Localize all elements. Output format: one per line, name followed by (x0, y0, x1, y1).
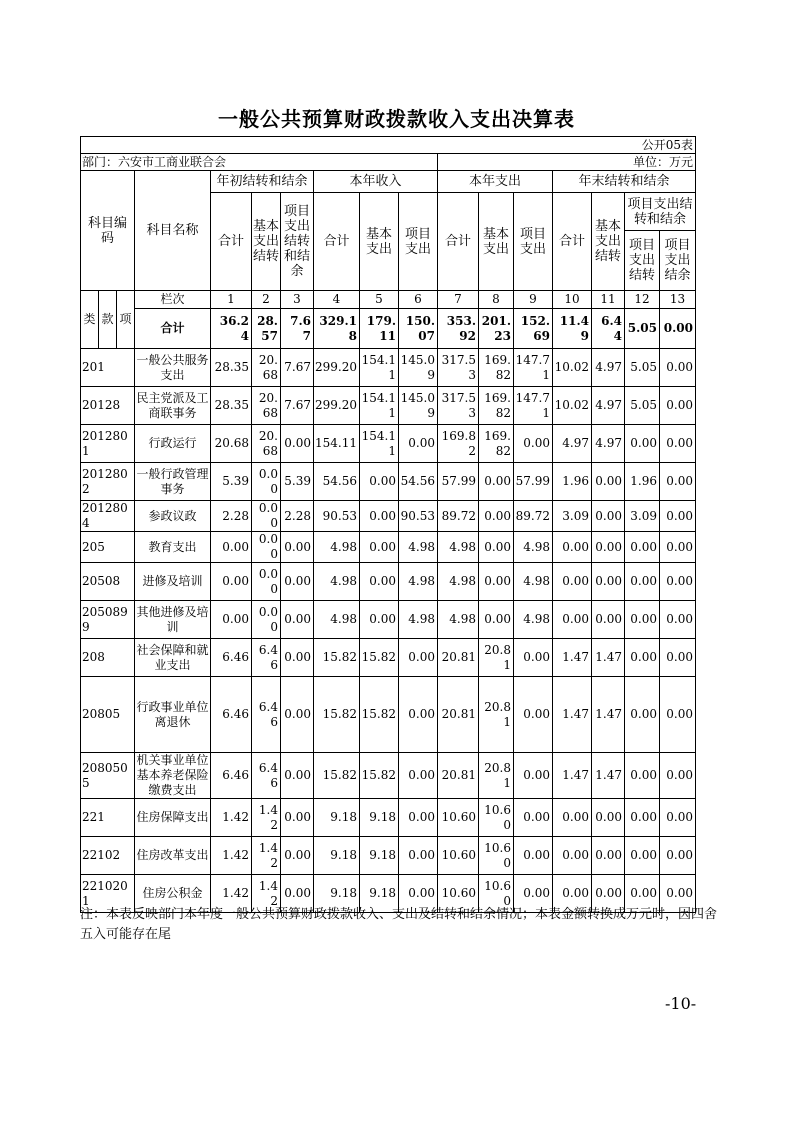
row-name: 住房改革支出 (135, 837, 211, 875)
table-row (81, 563, 696, 601)
row-value: 0.00 (514, 677, 553, 753)
row-value: 0.00 (553, 837, 592, 875)
row-value: 6.46 (252, 753, 281, 799)
row-value: 57.99 (514, 463, 553, 501)
row-value: 20.68 (252, 387, 281, 425)
table-row (81, 387, 696, 425)
header-begin-project: 项目支出结转和结余 (281, 193, 314, 291)
column-number: 3 (281, 291, 314, 309)
row-value: 1.47 (592, 639, 625, 677)
row-value: 0.00 (360, 563, 399, 601)
row-value: 2.28 (281, 501, 314, 532)
row-value: 0.00 (211, 601, 252, 639)
total-value: 329.18 (314, 309, 360, 349)
row-value: 4.97 (592, 387, 625, 425)
row-code: 2012802 (81, 463, 135, 501)
row-value: 89.72 (514, 501, 553, 532)
row-value: 0.00 (399, 639, 438, 677)
row-value: 0.00 (399, 837, 438, 875)
row-value: 1.42 (252, 837, 281, 875)
table-row (81, 753, 696, 799)
row-code: 205 (81, 532, 135, 563)
total-value: 7.67 (281, 309, 314, 349)
row-value: 154.11 (360, 387, 399, 425)
row-value: 4.98 (399, 601, 438, 639)
row-value: 0.00 (252, 563, 281, 601)
total-value: 179.11 (360, 309, 399, 349)
row-value: 15.82 (360, 639, 399, 677)
row-value: 0.00 (399, 425, 438, 463)
header-code: 科目编码 (81, 171, 135, 291)
row-value: 0.00 (281, 563, 314, 601)
row-value: 0.00 (360, 601, 399, 639)
row-code: 20128 (81, 387, 135, 425)
row-value: 1.42 (211, 837, 252, 875)
row-value: 5.39 (281, 463, 314, 501)
total-value: 5.05 (625, 309, 660, 349)
header-income-basic: 基本支出 (360, 193, 399, 291)
header-expense-project: 项目支出 (514, 193, 553, 291)
header-income-project: 项目支出 (399, 193, 438, 291)
row-value: 0.00 (660, 601, 696, 639)
row-value: 5.39 (211, 463, 252, 501)
row-value: 0.00 (660, 677, 696, 753)
row-value: 90.53 (399, 501, 438, 532)
row-value: 4.97 (592, 425, 625, 463)
row-value: 0.00 (625, 875, 660, 913)
row-value: 145.09 (399, 387, 438, 425)
row-value: 0.00 (281, 875, 314, 913)
row-name: 住房保障支出 (135, 799, 211, 837)
row-value: 0.00 (514, 753, 553, 799)
column-number: 5 (360, 291, 399, 309)
header-end: 年末结转和结余 (553, 171, 696, 193)
row-value: 0.00 (592, 601, 625, 639)
row-value: 0.00 (399, 677, 438, 753)
row-value: 7.67 (281, 349, 314, 387)
row-value: 0.00 (592, 875, 625, 913)
row-value: 0.00 (660, 639, 696, 677)
row-value: 0.00 (625, 532, 660, 563)
row-value: 0.00 (281, 639, 314, 677)
row-value: 317.53 (438, 349, 479, 387)
row-value: 0.00 (360, 463, 399, 501)
row-value: 10.60 (479, 837, 514, 875)
table-row (81, 532, 696, 563)
row-value: 317.53 (438, 387, 479, 425)
header-begin: 年初结转和结余 (211, 171, 314, 193)
row-value: 4.98 (514, 601, 553, 639)
row-value: 0.00 (514, 799, 553, 837)
column-number: 11 (592, 291, 625, 309)
row-value: 1.42 (252, 799, 281, 837)
row-value: 20.81 (438, 639, 479, 677)
row-value: 6.46 (211, 639, 252, 677)
total-value: 11.49 (553, 309, 592, 349)
row-value: 0.00 (660, 563, 696, 601)
table-row (81, 501, 696, 532)
row-value: 4.97 (553, 425, 592, 463)
row-code: 2012801 (81, 425, 135, 463)
row-name: 其他进修及培训 (135, 601, 211, 639)
row-value: 0.00 (625, 563, 660, 601)
row-value: 0.00 (553, 601, 592, 639)
row-value: 1.47 (553, 639, 592, 677)
row-value: 1.47 (553, 753, 592, 799)
header-name: 科目名称 (135, 171, 211, 291)
table-row (81, 639, 696, 677)
row-name: 住房公积金 (135, 875, 211, 913)
row-name: 一般公共服务支出 (135, 349, 211, 387)
header-expense-basic: 基本支出 (479, 193, 514, 291)
table-row (81, 463, 696, 501)
table-row (81, 425, 696, 463)
row-code: 22102 (81, 837, 135, 875)
row-value: 0.00 (553, 563, 592, 601)
row-name: 教育支出 (135, 532, 211, 563)
row-value: 0.00 (592, 563, 625, 601)
row-value: 0.00 (625, 837, 660, 875)
row-value: 0.00 (553, 875, 592, 913)
row-value: 20.68 (211, 425, 252, 463)
row-value: 0.00 (281, 601, 314, 639)
row-value: 0.00 (252, 501, 281, 532)
row-value: 2.28 (211, 501, 252, 532)
row-name: 社会保障和就业支出 (135, 639, 211, 677)
row-value: 4.98 (399, 563, 438, 601)
column-number: 12 (625, 291, 660, 309)
row-value: 147.71 (514, 387, 553, 425)
header-end-project-surplus: 项目支出结余 (660, 231, 696, 291)
total-value: 6.44 (592, 309, 625, 349)
column-number: 13 (660, 291, 696, 309)
row-value: 28.35 (211, 387, 252, 425)
row-name: 参政议政 (135, 501, 211, 532)
row-value: 15.82 (314, 753, 360, 799)
row-value: 90.53 (314, 501, 360, 532)
column-number: 1 (211, 291, 252, 309)
row-value: 0.00 (592, 799, 625, 837)
row-value: 1.42 (211, 875, 252, 913)
row-value: 15.82 (360, 677, 399, 753)
row-code: 2080505 (81, 753, 135, 799)
header-kuan: 款 (99, 291, 117, 349)
row-value: 9.18 (360, 875, 399, 913)
row-value: 0.00 (479, 501, 514, 532)
row-value: 10.02 (553, 387, 592, 425)
row-value: 0.00 (514, 875, 553, 913)
budget-table (80, 136, 696, 913)
row-value: 3.09 (553, 501, 592, 532)
row-value: 6.46 (211, 753, 252, 799)
row-value: 20.68 (252, 349, 281, 387)
row-value: 0.00 (660, 463, 696, 501)
row-value: 0.00 (592, 837, 625, 875)
column-number: 6 (399, 291, 438, 309)
row-value: 10.60 (438, 875, 479, 913)
row-value: 299.20 (314, 387, 360, 425)
header-end-total: 合计 (553, 193, 592, 291)
row-value: 299.20 (314, 349, 360, 387)
row-value: 0.00 (281, 532, 314, 563)
row-value: 0.00 (625, 639, 660, 677)
row-value: 1.47 (592, 753, 625, 799)
table-row (81, 799, 696, 837)
row-value: 0.00 (625, 677, 660, 753)
header-end-project-carry: 项目支出结转 (625, 231, 660, 291)
table-row (81, 349, 696, 387)
column-number: 4 (314, 291, 360, 309)
row-value: 0.00 (252, 463, 281, 501)
footnote: 注：本表反映部门本年度一般公共预算财政拨款收入、支出及结转和结余情况；本表金额转换成万元时，因四舍五入可能存在尾 (80, 907, 718, 942)
row-value: 0.00 (625, 753, 660, 799)
row-value: 7.67 (281, 387, 314, 425)
row-value: 169.82 (479, 425, 514, 463)
row-value: 0.00 (514, 425, 553, 463)
row-value: 0.00 (399, 875, 438, 913)
row-value: 154.11 (360, 425, 399, 463)
header-begin-basic: 基本支出结转 (252, 193, 281, 291)
row-value: 10.60 (479, 799, 514, 837)
row-value: 154.11 (314, 425, 360, 463)
header-begin-total: 合计 (211, 193, 252, 291)
row-value: 4.98 (438, 563, 479, 601)
row-value: 0.00 (281, 799, 314, 837)
row-name: 机关事业单位基本养老保险缴费支出 (136, 753, 209, 797)
row-value: 4.98 (514, 563, 553, 601)
row-value: 6.46 (211, 677, 252, 753)
row-value: 0.00 (252, 532, 281, 563)
row-value: 1.47 (553, 677, 592, 753)
row-value: 0.00 (660, 837, 696, 875)
row-code: 2012804 (81, 501, 135, 532)
header-xiang: 项 (117, 291, 135, 349)
table-row (81, 677, 696, 753)
row-value: 89.72 (438, 501, 479, 532)
row-value: 1.96 (625, 463, 660, 501)
row-value: 4.98 (438, 601, 479, 639)
row-value: 0.00 (514, 639, 553, 677)
row-code: 2050899 (81, 601, 135, 639)
row-value: 0.00 (625, 799, 660, 837)
total-value: 28.57 (252, 309, 281, 349)
row-value: 0.00 (660, 799, 696, 837)
row-value: 20.81 (479, 639, 514, 677)
row-name: 行政运行 (135, 425, 211, 463)
total-value: 152.69 (514, 309, 553, 349)
column-number: 2 (252, 291, 281, 309)
unit-label: 单位：万元 (438, 154, 696, 171)
total-value: 36.24 (211, 309, 252, 349)
table-row (81, 601, 696, 639)
header-income-total: 合计 (314, 193, 360, 291)
row-value: 0.00 (592, 501, 625, 532)
row-value: 0.00 (660, 387, 696, 425)
row-code: 2210201 (81, 875, 135, 913)
row-value: 1.47 (592, 677, 625, 753)
row-value: 0.00 (360, 501, 399, 532)
column-number: 8 (479, 291, 514, 309)
row-value: 0.00 (399, 799, 438, 837)
row-value: 0.00 (281, 677, 314, 753)
header-expense: 本年支出 (438, 171, 553, 193)
row-value: 0.00 (553, 799, 592, 837)
row-name: 行政事业单位离退休 (135, 677, 211, 753)
row-code: 208 (81, 639, 135, 677)
row-value: 0.00 (399, 753, 438, 799)
row-value: 4.98 (314, 532, 360, 563)
row-value: 20.81 (479, 677, 514, 753)
row-value: 9.18 (360, 837, 399, 875)
total-value: 201.23 (479, 309, 514, 349)
row-value: 9.18 (314, 837, 360, 875)
row-value: 0.00 (479, 563, 514, 601)
row-code: 221 (81, 799, 135, 837)
header-expense-total: 合计 (438, 193, 479, 291)
row-value: 6.46 (252, 677, 281, 753)
row-value: 3.09 (625, 501, 660, 532)
row-value: 169.82 (479, 387, 514, 425)
row-value: 10.02 (553, 349, 592, 387)
department-label: 部门：六安市工商业联合会 (81, 154, 438, 171)
row-value: 0.00 (592, 532, 625, 563)
row-value: 4.98 (438, 532, 479, 563)
row-name: 一般行政管理事务 (135, 463, 211, 501)
row-value: 0.00 (281, 837, 314, 875)
row-value: 0.00 (252, 601, 281, 639)
header-income: 本年收入 (314, 171, 438, 193)
row-value: 57.99 (438, 463, 479, 501)
column-number: 10 (553, 291, 592, 309)
row-value: 4.98 (399, 532, 438, 563)
header-end-basic: 基本支出结转 (592, 193, 625, 291)
row-value: 4.98 (314, 563, 360, 601)
row-value: 20.68 (252, 425, 281, 463)
row-code: 20805 (81, 677, 135, 753)
row-value: 4.98 (514, 532, 553, 563)
row-value: 169.82 (438, 425, 479, 463)
total-value: 353.92 (438, 309, 479, 349)
row-value: 9.18 (314, 875, 360, 913)
row-value: 0.00 (211, 563, 252, 601)
row-value: 15.82 (314, 677, 360, 753)
row-value: 0.00 (592, 463, 625, 501)
row-name: 民主党派及工商联事务 (135, 387, 211, 425)
row-value: 0.00 (479, 532, 514, 563)
total-row-label: 合计 (135, 309, 211, 349)
row-value: 0.00 (660, 875, 696, 913)
header-lanci: 栏次 (135, 291, 211, 309)
row-name: 进修及培训 (135, 563, 211, 601)
row-value: 0.00 (281, 753, 314, 799)
row-value: 6.46 (252, 639, 281, 677)
row-value: 0.00 (211, 532, 252, 563)
row-value: 5.05 (625, 387, 660, 425)
row-value: 0.00 (660, 501, 696, 532)
total-value: 150.07 (399, 309, 438, 349)
row-value: 0.00 (281, 425, 314, 463)
page-number: -10- (665, 994, 697, 1013)
column-number: 7 (438, 291, 479, 309)
row-value: 169.82 (479, 349, 514, 387)
row-value: 0.00 (514, 837, 553, 875)
row-value: 0.00 (479, 601, 514, 639)
row-value: 20.81 (479, 753, 514, 799)
row-value: 1.42 (252, 875, 281, 913)
row-value: 0.00 (660, 532, 696, 563)
row-value: 4.97 (592, 349, 625, 387)
row-value: 10.60 (479, 875, 514, 913)
total-value: 0.00 (660, 309, 696, 349)
row-value: 145.09 (399, 349, 438, 387)
row-value: 10.60 (438, 837, 479, 875)
row-value: 0.00 (660, 753, 696, 799)
row-value: 147.71 (514, 349, 553, 387)
row-value: 10.60 (438, 799, 479, 837)
row-value: 54.56 (399, 463, 438, 501)
row-value: 0.00 (625, 425, 660, 463)
row-value: 1.42 (211, 799, 252, 837)
row-value: 4.98 (314, 601, 360, 639)
row-code: 20508 (81, 563, 135, 601)
table-number: 公开05表 (81, 137, 696, 154)
row-value: 20.81 (438, 753, 479, 799)
row-value: 9.18 (360, 799, 399, 837)
row-value: 54.56 (314, 463, 360, 501)
column-number: 9 (514, 291, 553, 309)
page-title: 一般公共预算财政拨款收入支出决算表 (218, 107, 575, 131)
row-value: 0.00 (553, 532, 592, 563)
row-value: 5.05 (625, 349, 660, 387)
row-value: 0.00 (625, 601, 660, 639)
row-value: 9.18 (314, 799, 360, 837)
table-row (81, 837, 696, 875)
header-end-project-group: 项目支出结转和结余 (625, 193, 696, 231)
header-lei: 类 (81, 291, 99, 349)
row-value: 0.00 (660, 349, 696, 387)
row-value: 0.00 (479, 463, 514, 501)
row-value: 154.11 (360, 349, 399, 387)
row-value: 15.82 (314, 639, 360, 677)
row-value: 1.96 (553, 463, 592, 501)
row-value: 0.00 (360, 532, 399, 563)
row-value: 0.00 (660, 425, 696, 463)
row-value: 28.35 (211, 349, 252, 387)
row-code: 201 (81, 349, 135, 387)
row-value: 15.82 (360, 753, 399, 799)
row-value: 20.81 (438, 677, 479, 753)
